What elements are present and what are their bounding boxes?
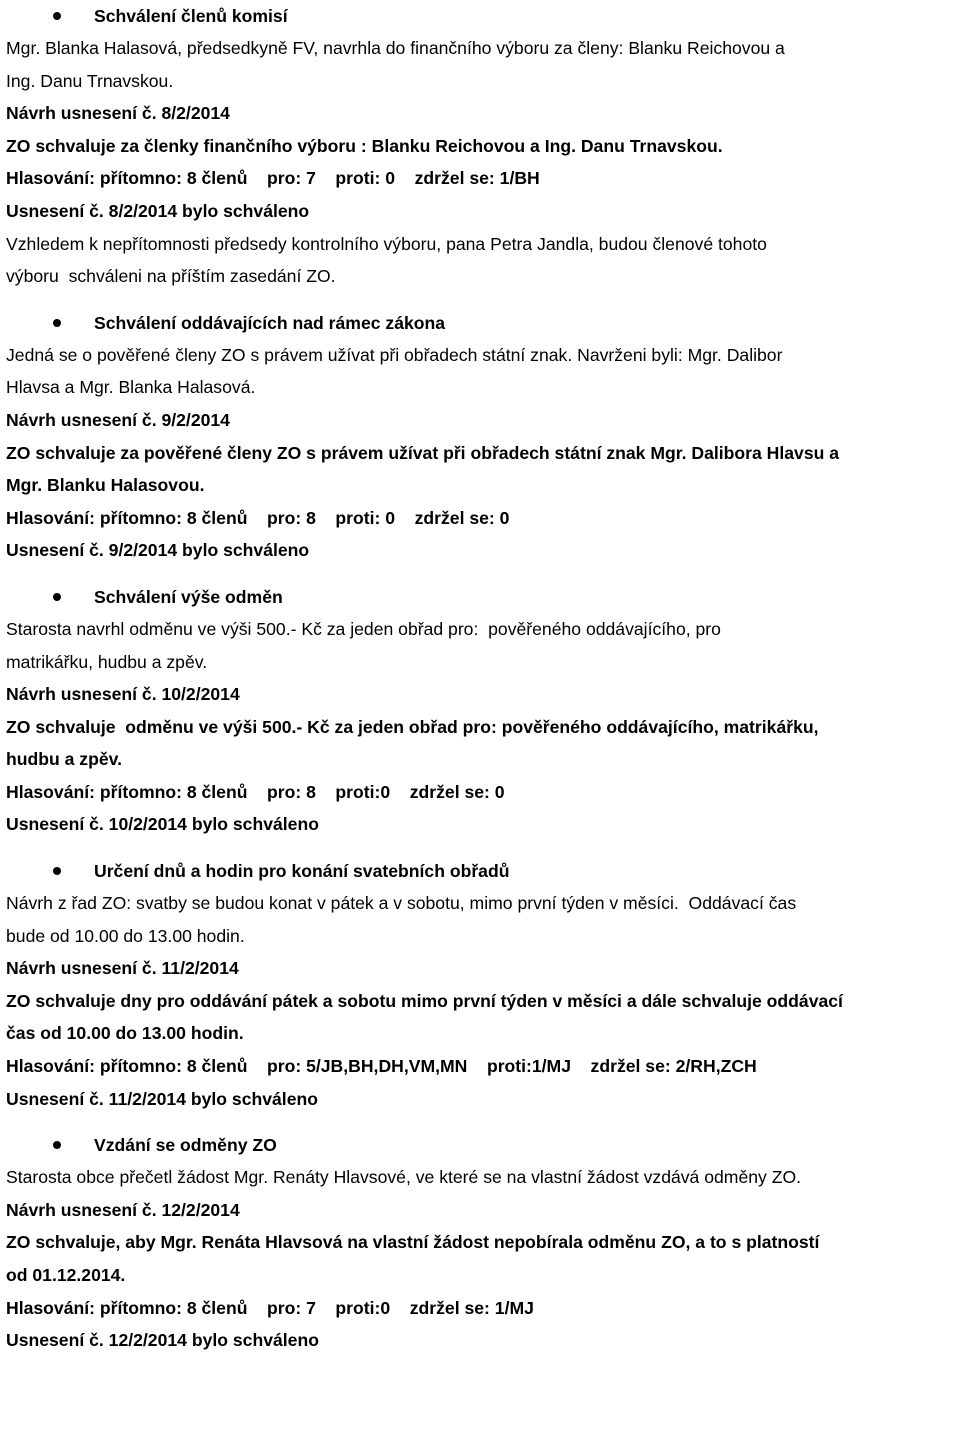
bullet-icon [53,12,61,20]
intro-line: Hlavsa a Mgr. Blanka Halasová. [6,377,256,398]
intro-line: bude od 10.00 do 13.00 hodin. [6,925,245,946]
note-line: Vzhledem k nepřítomnosti předsedy kontrolního výboru, pana Petra Jandla, budou členové tohoto [6,233,767,254]
resolution-status: Usnesení č. 9/2/2014 bylo schváleno [6,540,310,561]
section-rewards [0,581,960,841]
resolution-status: Usnesení č. 8/2/2014 bylo schváleno [6,200,310,221]
resolution-text: Mgr. Blanku Halasovou. [6,475,205,496]
resolution-text: ZO schvaluje odměnu ve výši 500.- Kč za jeden obřad pro: pověřeného oddávajícího, matrikářku, [6,716,819,737]
resolution-text: hudbu a zpěv. [6,749,122,770]
resolution-text: ZO schvaluje za členky finančního výboru : Blanku Reichovou a Ing. Danu Trnavskou. [6,135,723,156]
note-line: výboru schváleni na příštím zasedání ZO. [6,266,336,287]
section-heading: Vzdání se odměny ZO [0,1129,960,1161]
intro-line: matrikářku, hudbu a zpěv. [6,651,208,672]
section-heading: Schválení oddávajících nad rámec zákona [0,307,960,339]
vote-result: Hlasování: přítomno: 8 členů pro: 8 proti: 0 zdržel se: 0 [6,507,510,528]
section-commission-members [0,0,960,293]
resolution-status: Usnesení č. 11/2/2014 bylo schváleno [6,1088,318,1109]
vote-result: Hlasování: přítomno: 8 členů pro: 7 proti: 0 zdržel se: 1/BH [6,168,540,189]
vote-result: Hlasování: přítomno: 8 členů pro: 7 proti:0 zdržel se: 1/MJ [6,1297,534,1318]
vote-result: Hlasování: přítomno: 8 členů pro: 5/JB,BH,DH,VM,MN proti:1/MJ zdržel se: 2/RH,ZCH [6,1056,757,1077]
section-wedding-days [0,855,960,1115]
intro-line: Návrh z řad ZO: svatby se budou konat v pátek a v sobotu, mimo první týden v měsíci. Oddávací čas [6,893,797,914]
proposal-number: Návrh usnesení č. 9/2/2014 [6,409,230,430]
intro-line: Jedná se o pověřené členy ZO s právem užívat při obřadech státní znak. Navrženi byli: Mgr. Dalibor [6,344,783,365]
bullet-icon [53,319,61,327]
resolution-text: ZO schvaluje za pověřené členy ZO s právem užívat při obřadech státní znak Mgr. Dalibora Hlavsu a [6,442,840,463]
section-officiants [0,307,960,567]
section-heading: Schválení výše odměn [0,581,960,613]
section-heading: Schválení členů komisí [0,0,960,32]
section-waive-reward [0,1129,960,1357]
proposal-number: Návrh usnesení č. 8/2/2014 [6,103,230,124]
resolution-status: Usnesení č. 10/2/2014 bylo schváleno [6,814,319,835]
proposal-number: Návrh usnesení č. 12/2/2014 [6,1199,240,1220]
proposal-number: Návrh usnesení č. 10/2/2014 [6,684,240,705]
resolution-text: ZO schvaluje dny pro oddávání pátek a sobotu mimo první týden v měsíci a dále schvaluje oddávací [6,990,843,1011]
bullet-icon [53,1141,61,1149]
resolution-status: Usnesení č. 12/2/2014 bylo schváleno [6,1330,319,1351]
vote-result: Hlasování: přítomno: 8 členů pro: 8 proti:0 zdržel se: 0 [6,781,505,802]
proposal-number: Návrh usnesení č. 11/2/2014 [6,958,239,979]
intro-line: Ing. Danu Trnavskou. [6,70,174,91]
intro-line: Starosta obce přečetl žádost Mgr. Renáty Hlavsové, ve které se na vlastní žádost vzdává odměny ZO. [6,1167,802,1188]
resolution-text: čas od 10.00 do 13.00 hodin. [6,1023,244,1044]
resolution-text: ZO schvaluje, aby Mgr. Renáta Hlavsová na vlastní žádost nepobírala odměnu ZO, a to s platností [6,1232,820,1253]
bullet-icon [53,593,61,601]
section-heading: Určení dnů a hodin pro konání svatebních obřadů [0,855,960,887]
intro-line: Starosta navrhl odměnu ve výši 500.- Kč za jeden obřad pro: pověřeného oddávajícího, pro [6,618,721,639]
intro-line: Mgr. Blanka Halasová, předsedkyně FV, navrhla do finančního výboru za členy: Blanku Reichovou a [6,38,785,58]
bullet-icon [53,867,61,875]
resolution-text: od 01.12.2014. [6,1265,126,1285]
